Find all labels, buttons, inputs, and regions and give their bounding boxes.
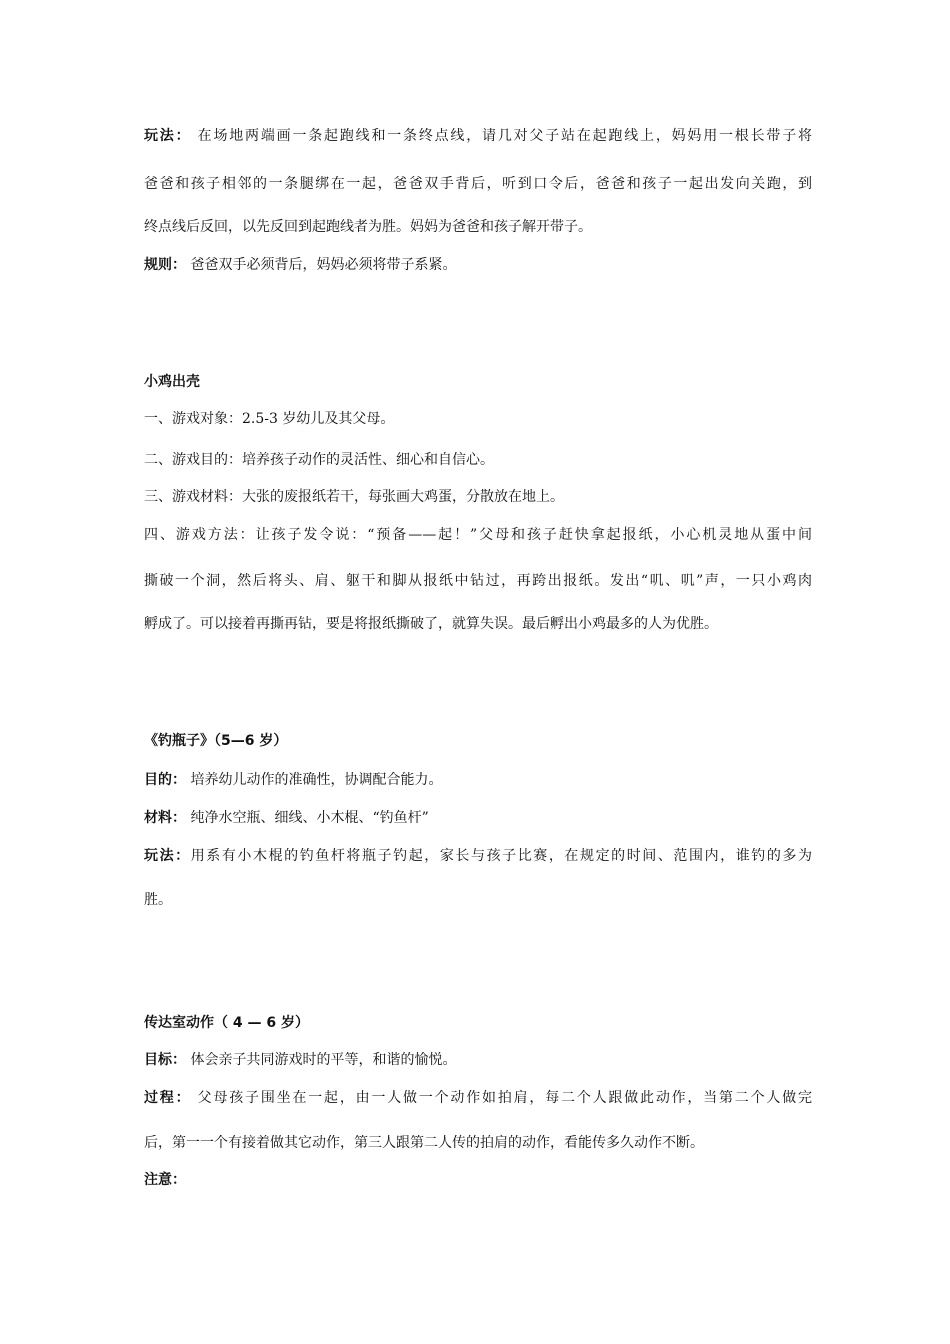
game4-process-line1	[144, 1088, 812, 1108]
game3-play-text: 用系有小木棍的钓鱼杆将瓶子钓起，家长与孩子比赛，在规定的时间、范围内，谁钓的多为	[190, 848, 813, 864]
game3-play-line1	[144, 846, 812, 866]
game1-play-label: 玩法：	[144, 128, 192, 144]
game1-play-line1	[144, 126, 812, 146]
game4-goal-text: 体会亲子共同游戏时的平等，和谐的愉悦。	[186, 1052, 457, 1068]
game3-material-label: 材料：	[144, 810, 186, 826]
game1-play-line3: 终点线后反回，以先反回到起跑线者为胜。妈妈为爸爸和孩子解开带子。	[144, 219, 592, 235]
game3-goal-label: 目的：	[144, 772, 186, 788]
game4-process-line2: 后，第一一个有接着做其它动作，第三人跟第二人传的拍肩的动作，看能传多久动作不断。	[144, 1135, 704, 1151]
game2-item2: 二、游戏目的：培养孩子动作的灵活性、细心和自信心。	[144, 452, 494, 468]
game4-process-label: 过程：	[144, 1090, 192, 1106]
game4-goal-label: 目标：	[144, 1052, 186, 1068]
game2-title: 小鸡出壳	[144, 374, 200, 390]
game3-material-line	[144, 808, 812, 828]
game4-note-label: 注意：	[144, 1172, 186, 1188]
game2-item3: 三、游戏材料：大张的废报纸若干，每张画大鸡蛋，分散放在地上。	[144, 489, 564, 505]
game2-item4-line1: 四、游戏方法：让孩子发令说：“预备——起！”父母和孩子赶快拿起报纸，小心机灵地从蛋中间	[144, 527, 812, 543]
game1-rule-label: 规则：	[144, 257, 186, 273]
game3-goal-text: 培养幼儿动作的准确性，协调配合能力。	[186, 772, 443, 788]
game1-rule-line	[144, 255, 812, 275]
game3-title: 《钓瓶子》（5—6 岁）	[144, 733, 288, 749]
game4-process-text: 父母孩子围坐在一起，由一人做一个动作如拍肩，每二个人跟做此动作，当第二个人做完	[191, 1090, 813, 1106]
game2-item4-line3: 孵成了。可以接着再撕再钻，要是将报纸撕破了，就算失误。最后孵出小鸡最多的人为优胜。	[144, 616, 718, 632]
game4-title: 传达室动作（ 4 — 6 岁）	[144, 1015, 309, 1031]
game1-play-line2: 爸爸和孩子相邻的一条腿绑在一起，爸爸双手背后，听到口令后，爸爸和孩子一起出发向关跑，到	[144, 176, 812, 192]
game3-goal-line	[144, 770, 812, 790]
game2-item1: 一、游戏对象：2.5-3 岁幼儿及其父母。	[144, 411, 395, 427]
game4-goal-line	[144, 1050, 812, 1070]
game1-play-text: 在场地两端画一条起跑线和一条终点线，请几对父子站在起跑线上，妈妈用一根长带子将	[191, 128, 813, 144]
game3-play-line2: 胜。	[144, 892, 172, 908]
game1-rule-text: 爸爸双手必须背后，妈妈必须将带子系紧。	[186, 257, 457, 273]
game3-material-text: 纯净水空瓶、细线、小木棍、“钓鱼杆”	[186, 810, 429, 826]
game2-item4-line2: 撕破一个洞，然后将头、肩、躯干和脚从报纸中钻过，再跨出报纸。发出“叽、叽”声，一只小鸡肉	[144, 573, 812, 589]
game3-play-label: 玩法：	[144, 848, 191, 864]
